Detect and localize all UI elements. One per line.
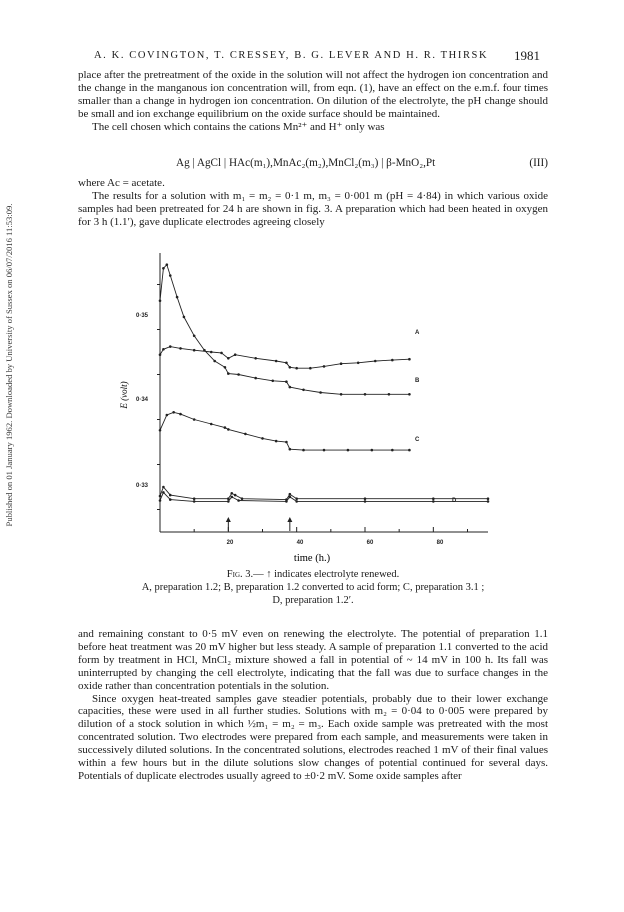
paragraph: and remaining constant to 0·5 mV even on renewing the electrolyte. The potential of preparation 1.1 before heat treatment was 20 mV higher but less steady. A sample of preparation 1.1 converted to the acid form by treatment in HCl, MnCl₂ mixture showed a fall in potential of ~ 14 mV in 100 h. Its fall was uninterrupted by changing the cell electrolyte, indicating that the fall was due to surface changes in the oxide rather than concentration potentials in the solution. xyxy=(78,628,548,692)
figure-label: Fig. 3. xyxy=(226,569,254,580)
series-b-line xyxy=(160,265,409,395)
series-a-point xyxy=(234,353,237,356)
renewal-arrowhead xyxy=(287,517,292,522)
y-tick-label: 0·35 xyxy=(136,313,149,319)
series-b-point xyxy=(176,296,179,299)
paragraph: The results for a solution with m₁ = m₂ = 0·1 m, m₃ = 0·001 m (pH = 4·84) in which various oxide samples had been pretreated for 24 h are shown in fig. 3. A preparation which had been heated in oxygen for 3 h (1.1′), gave duplicate electrodes agreeing closely xyxy=(78,189,548,228)
series-a-point xyxy=(193,349,196,352)
series-d2-point xyxy=(193,500,196,503)
series-c-point xyxy=(210,423,213,426)
series-a-point xyxy=(159,353,162,356)
series-c-point xyxy=(227,428,230,431)
series-b-point xyxy=(193,335,196,338)
series-b-point xyxy=(340,393,343,396)
series-c-point xyxy=(179,413,182,416)
figure-note: — ↑ indicates electrolyte renewed. xyxy=(253,569,400,580)
series-d-point xyxy=(289,493,292,496)
series-a-point xyxy=(323,365,326,368)
series-c-point xyxy=(408,449,411,452)
equation-body: Ag | AgCl | HAc(m₁),MnAc₂(m₂),MnCl₂(m₃) | β-MnO₂,Pt xyxy=(176,157,436,169)
paragraph: place after the pretreatment of the oxide in the solution will not affect the hydrogen ion concentration and the change in the manganous ion concentration will, from eqn. (1), have an effect on the e.m.f. four times smaller than a change in hydrogen ion concentration. On dilution of the electrolyte, the pH change should be small and ion exchange equilibrium on the oxide surface should be maintained. xyxy=(78,69,548,120)
series-d2-point xyxy=(237,499,240,502)
caption-line-2: A, preparation 1.2; B, preparation 1.2 converted to acid form; C, preparation 3.1 ; xyxy=(141,582,485,593)
series-d2-point xyxy=(364,500,367,503)
series-c-point xyxy=(347,449,350,452)
download-note-text: Published on 01 January 1962. Downloaded by University of Sussex on 06/07/2016 11:53:09. xyxy=(4,203,14,527)
series-a-line xyxy=(160,347,409,369)
series-a-point xyxy=(309,367,312,370)
series-c-point xyxy=(159,429,162,432)
series-b-point xyxy=(285,380,288,383)
series-d-point xyxy=(159,495,162,498)
series-d-point xyxy=(295,497,298,500)
series-d-point xyxy=(234,494,237,497)
series-d2-point xyxy=(169,498,172,501)
y-tick-label: 0·34 xyxy=(136,397,149,403)
paragraph: Since oxygen heat-treated samples gave steadier potentials, probably due to their lower exchange capacities, these were used in all further studies. Solutions with m₂ = 0·04 to 0·005 were prepared by dilution of a stock solution in which ½m₁ = m₂ = m₃. Each oxide sample was pretreated with the most concentrated solution. Two electrodes were prepared from each sample, and measurements were taken in successively diluted solutions. In the concentrated solutions, electrodes reached 1 mV of their final values within a few hours but in the dilute solutions slow changes of potential continued for several days. Potentials of duplicate electrodes usually agreed to ±0·2 mV. Some oxide samples after xyxy=(78,692,548,782)
series-b-point xyxy=(166,263,169,266)
series-d2-point xyxy=(230,496,233,499)
series-d2-point xyxy=(159,499,162,502)
series-a-point xyxy=(162,348,165,351)
series-b-point xyxy=(159,299,162,302)
x-axis-label: time (h.) xyxy=(293,553,331,564)
series-d-point xyxy=(162,486,165,489)
series-b-point xyxy=(388,393,391,396)
series-b-point xyxy=(237,373,240,376)
series-a-point xyxy=(285,362,288,365)
series-d2-line xyxy=(160,492,488,501)
x-tick-label: 40 xyxy=(296,540,304,546)
series-b-point xyxy=(364,393,367,396)
plot-area xyxy=(157,253,489,532)
series-a-point xyxy=(210,351,213,354)
series-a-point xyxy=(391,359,394,362)
series-c-point xyxy=(244,433,247,436)
renewal-arrowhead xyxy=(226,517,231,522)
paragraph: where Ac = acetate. xyxy=(78,177,165,189)
series-label-d: D xyxy=(452,498,457,504)
series-a-point xyxy=(295,367,298,370)
series-c-point xyxy=(289,448,292,451)
series-d-line xyxy=(160,487,488,500)
series-c-point xyxy=(224,426,227,429)
series-d-point xyxy=(230,492,233,495)
series-a-point xyxy=(220,352,223,355)
series-a-point xyxy=(227,357,230,360)
series-c-point xyxy=(391,449,394,452)
figure-caption xyxy=(78,568,548,607)
series-c-point xyxy=(323,449,326,452)
series-c-point xyxy=(166,414,169,417)
page-number: 1981 xyxy=(514,48,540,63)
series-c-point xyxy=(193,418,196,421)
series-a-point xyxy=(408,358,411,361)
series-label-c: C xyxy=(415,437,420,443)
series-a-point xyxy=(357,362,360,365)
series-b-point xyxy=(254,377,257,380)
header-authors: A. K. COVINGTON, T. CRESSEY, B. G. LEVER AND H. R. THIRSK xyxy=(94,50,489,61)
series-c-point xyxy=(285,441,288,444)
series-b-point xyxy=(271,380,274,383)
series-b-point xyxy=(183,316,186,319)
series-c-point xyxy=(302,449,305,452)
series-c-point xyxy=(371,449,374,452)
series-d-point xyxy=(193,497,196,500)
series-a-point xyxy=(179,347,182,350)
series-c-point xyxy=(172,411,175,414)
x-tick-label: 60 xyxy=(366,540,374,546)
caption-line-1 xyxy=(78,568,548,581)
series-d2-point xyxy=(487,500,490,503)
series-b-point xyxy=(408,393,411,396)
series-b-point xyxy=(227,372,230,375)
y-tick-label: 0·33 xyxy=(136,483,149,489)
series-a-point xyxy=(275,360,278,363)
series-d2-point xyxy=(162,491,165,494)
series-d-point xyxy=(432,497,435,500)
series-a-point xyxy=(254,357,257,360)
caption-line-3: D, preparation 1.2′. xyxy=(272,595,354,606)
series-label-a: A xyxy=(415,330,420,336)
bottom-paragraphs xyxy=(78,628,548,783)
series-b-point xyxy=(289,386,292,389)
series-a-point xyxy=(340,362,343,365)
series-a-point xyxy=(289,366,292,369)
series-d-point xyxy=(487,497,490,500)
series-d2-point xyxy=(285,500,288,503)
series-b-point xyxy=(224,366,227,369)
series-b-point xyxy=(203,349,206,352)
equation-number: (III) xyxy=(529,157,548,169)
series-c-line xyxy=(160,412,409,450)
series-d-point xyxy=(241,497,244,500)
series-c-point xyxy=(275,440,278,443)
series-b-point xyxy=(162,267,165,270)
series-b-point xyxy=(302,389,305,392)
series-d-point xyxy=(169,494,172,497)
series-a-point xyxy=(169,345,172,348)
series-d2-point xyxy=(295,500,298,503)
series-d2-point xyxy=(227,500,230,503)
series-b-point xyxy=(319,391,322,394)
y-axis-label: E (volt) xyxy=(119,381,129,409)
series-b-point xyxy=(169,274,172,277)
series-d2-point xyxy=(289,496,292,499)
series-d2-point xyxy=(432,500,435,503)
series-c-point xyxy=(261,437,264,440)
series-b-point xyxy=(213,360,216,363)
series-a-point xyxy=(374,360,377,363)
series-d-point xyxy=(364,497,367,500)
x-tick-label: 80 xyxy=(436,540,444,546)
series-label-b: B xyxy=(415,378,420,384)
x-tick-label: 20 xyxy=(226,540,234,546)
paragraph: The cell chosen which contains the cations Mn²⁺ and H⁺ only was xyxy=(92,120,385,133)
